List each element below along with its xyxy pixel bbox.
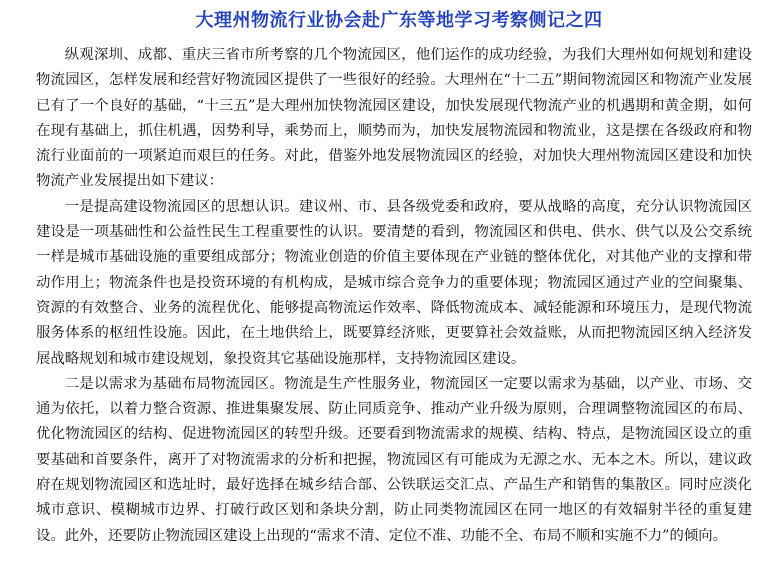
paragraph-suggestion-two: 二是以需求为基础布局物流园区。物流是生产性服务业，物流园区一定要以需求为基础，以产业、市场、交通为依托，以着力整合资源、推进集聚发展、防止同质竞争、推动产业升级为原则，合理调整物流园区的布局、优化物流园区的结构、促进物流园区的转型升级。还要看到物流需求的规模、结构、特点，是物流园区设立的重要基础和首要条件，离开了对物流需求的分析和把握，物流园区有可能成为无源之水、无本之木。所以，建议政府在规划物流园区和选址时，最好选择在城乡结合部、公铁联运交汇点、产品生产和销售的集散区。同时应淡化城市意识、模糊城市边界、打破行政区划和条块分割，防止同类物流园区在同一地区的有效辐射半径的重复建设。此外，还要防止物流园区建设上出现的“需求不清、定位不准、功能不全、布局不顺和实施不力”的倾向。	[36, 375, 752, 544]
article-title: 大理州物流行业协会赴广东等地学习考察侧记之四	[195, 10, 603, 31]
paragraph-suggestion-one: 一是提高建设物流园区的思想认识。建议州、市、县各级党委和政府，要从战略的高度，充分认识物流园区建设是一项基础性和公益性民生工程重要性的认识。要清楚的看到，物流园区和供电、供水、供气以及公交系统一样是城市基础设施的重要组成部分；物流业创造的价值主要体现在产业链的整体优化，对其他产业的支撑和带动作用上；物流条件也是投资环境的有机构成，是城市综合竞争力的重要体现；物流园区通过产业的空间聚集、资源的有效整合、业务的流程优化、能够提高物流运作效率、降低物流成本、减轻能源和环境压力，是现代物流服务体系的枢纽性设施。因此，在土地供给上，既要算经济账，更要算社会效益账，从而把物流园区纳入经济发展战略规划和城市建设规划，象投资其它基础设施那样，支持物流园区建设。	[36, 198, 752, 367]
paragraph-intro: 纵观深圳、成都、重庆三省市所考察的几个物流园区，他们运作的成功经验，为我们大理州如何规划和建设物流园区，怎样发展和经营好物流园区提供了一些很好的经验。大理州在“十二五”期间物流园区和物流产业发展已有了一个良好的基础，“十三五”是大理州加快物流园区建设，加快发展现代物流产业的机遇期和黄金期，如何在现有基础上，抓住机遇，因势利导，乘势而上，顺势而为，加快发展物流园和物流业，这是摆在各级政府和物流行业面前的一项紧迫而艰巨的任务。对此，借鉴外地发展物流园区的经验，对加快大理州物流园区建设和加快物流产业发展提出如下建议：	[36, 47, 752, 190]
article-body	[36, 43, 752, 549]
